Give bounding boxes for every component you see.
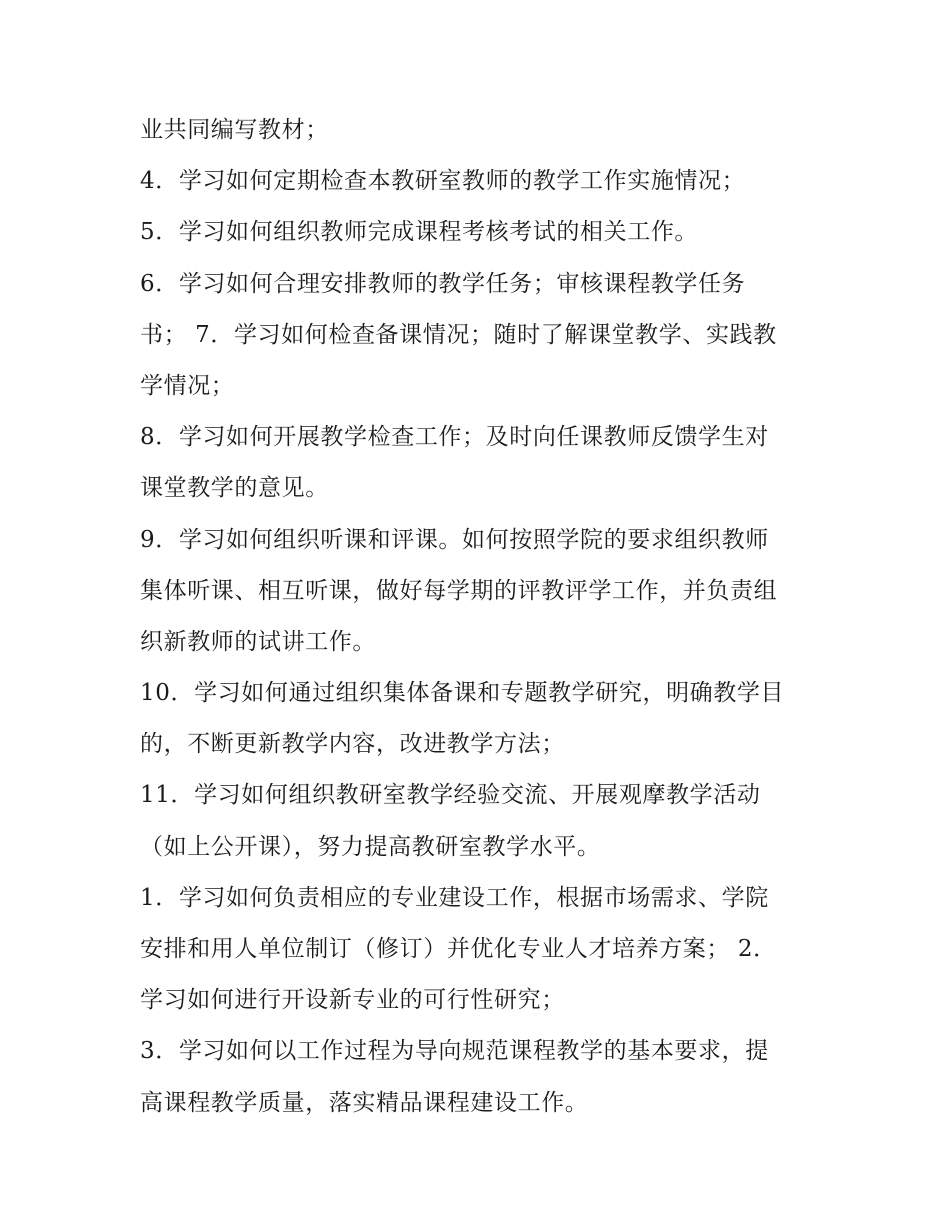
text-line: 10．学习如何通过组织集体备课和专题教学研究，明确教学目 — [140, 680, 785, 707]
text-line: 课堂教学的意见。 — [140, 475, 329, 502]
text-line: 4．学习如何定期检查本教研室教师的教学工作实施情况； — [140, 168, 746, 195]
text-line: 11．学习如何组织教研室教学经验交流、开展观摩教学活动 — [140, 782, 761, 809]
text-line: 9．学习如何组织听课和评课。如何按照学院的要求组织教师 — [140, 526, 769, 553]
text-line: 业共同编写教材； — [140, 117, 329, 143]
document-body — [140, 110, 820, 1134]
text-line: 6．学习如何合理安排教师的教学任务；审核课程教学任务 — [140, 270, 746, 297]
text-line: 1．学习如何负责相应的专业建设工作，根据市场需求、学院 — [140, 884, 769, 911]
text-line: 书； 7．学习如何检查备课情况；随时了解课堂教学、实践教 — [140, 321, 777, 348]
text-line: 的，不断更新教学内容，改进教学方法； — [140, 731, 565, 758]
text-line: 5．学习如何组织教师完成课程考核考试的相关工作。 — [140, 219, 699, 246]
text-line: 织新教师的试讲工作。 — [140, 628, 376, 655]
text-line: 集体听课、相互听课，做好每学期的评教评学工作，并负责组 — [140, 577, 778, 604]
text-line: 3．学习如何以工作过程为导向规范课程教学的基本要求，提 — [140, 1038, 769, 1065]
text-line: 学习如何进行开设新专业的可行性研究； — [140, 987, 565, 1014]
text-line: 学情况； — [140, 372, 235, 399]
text-line: 8．学习如何开展教学检查工作；及时向任课教师反馈学生对 — [140, 424, 769, 451]
text-line: 安排和用人单位制订（修订）并优化专业人才培养方案； 2． — [140, 936, 777, 962]
text-line: 高课程教学质量，落实精品课程建设工作。 — [140, 1089, 589, 1116]
text-line: （如上公开课），努力提高教研室教学水平。 — [140, 833, 601, 860]
